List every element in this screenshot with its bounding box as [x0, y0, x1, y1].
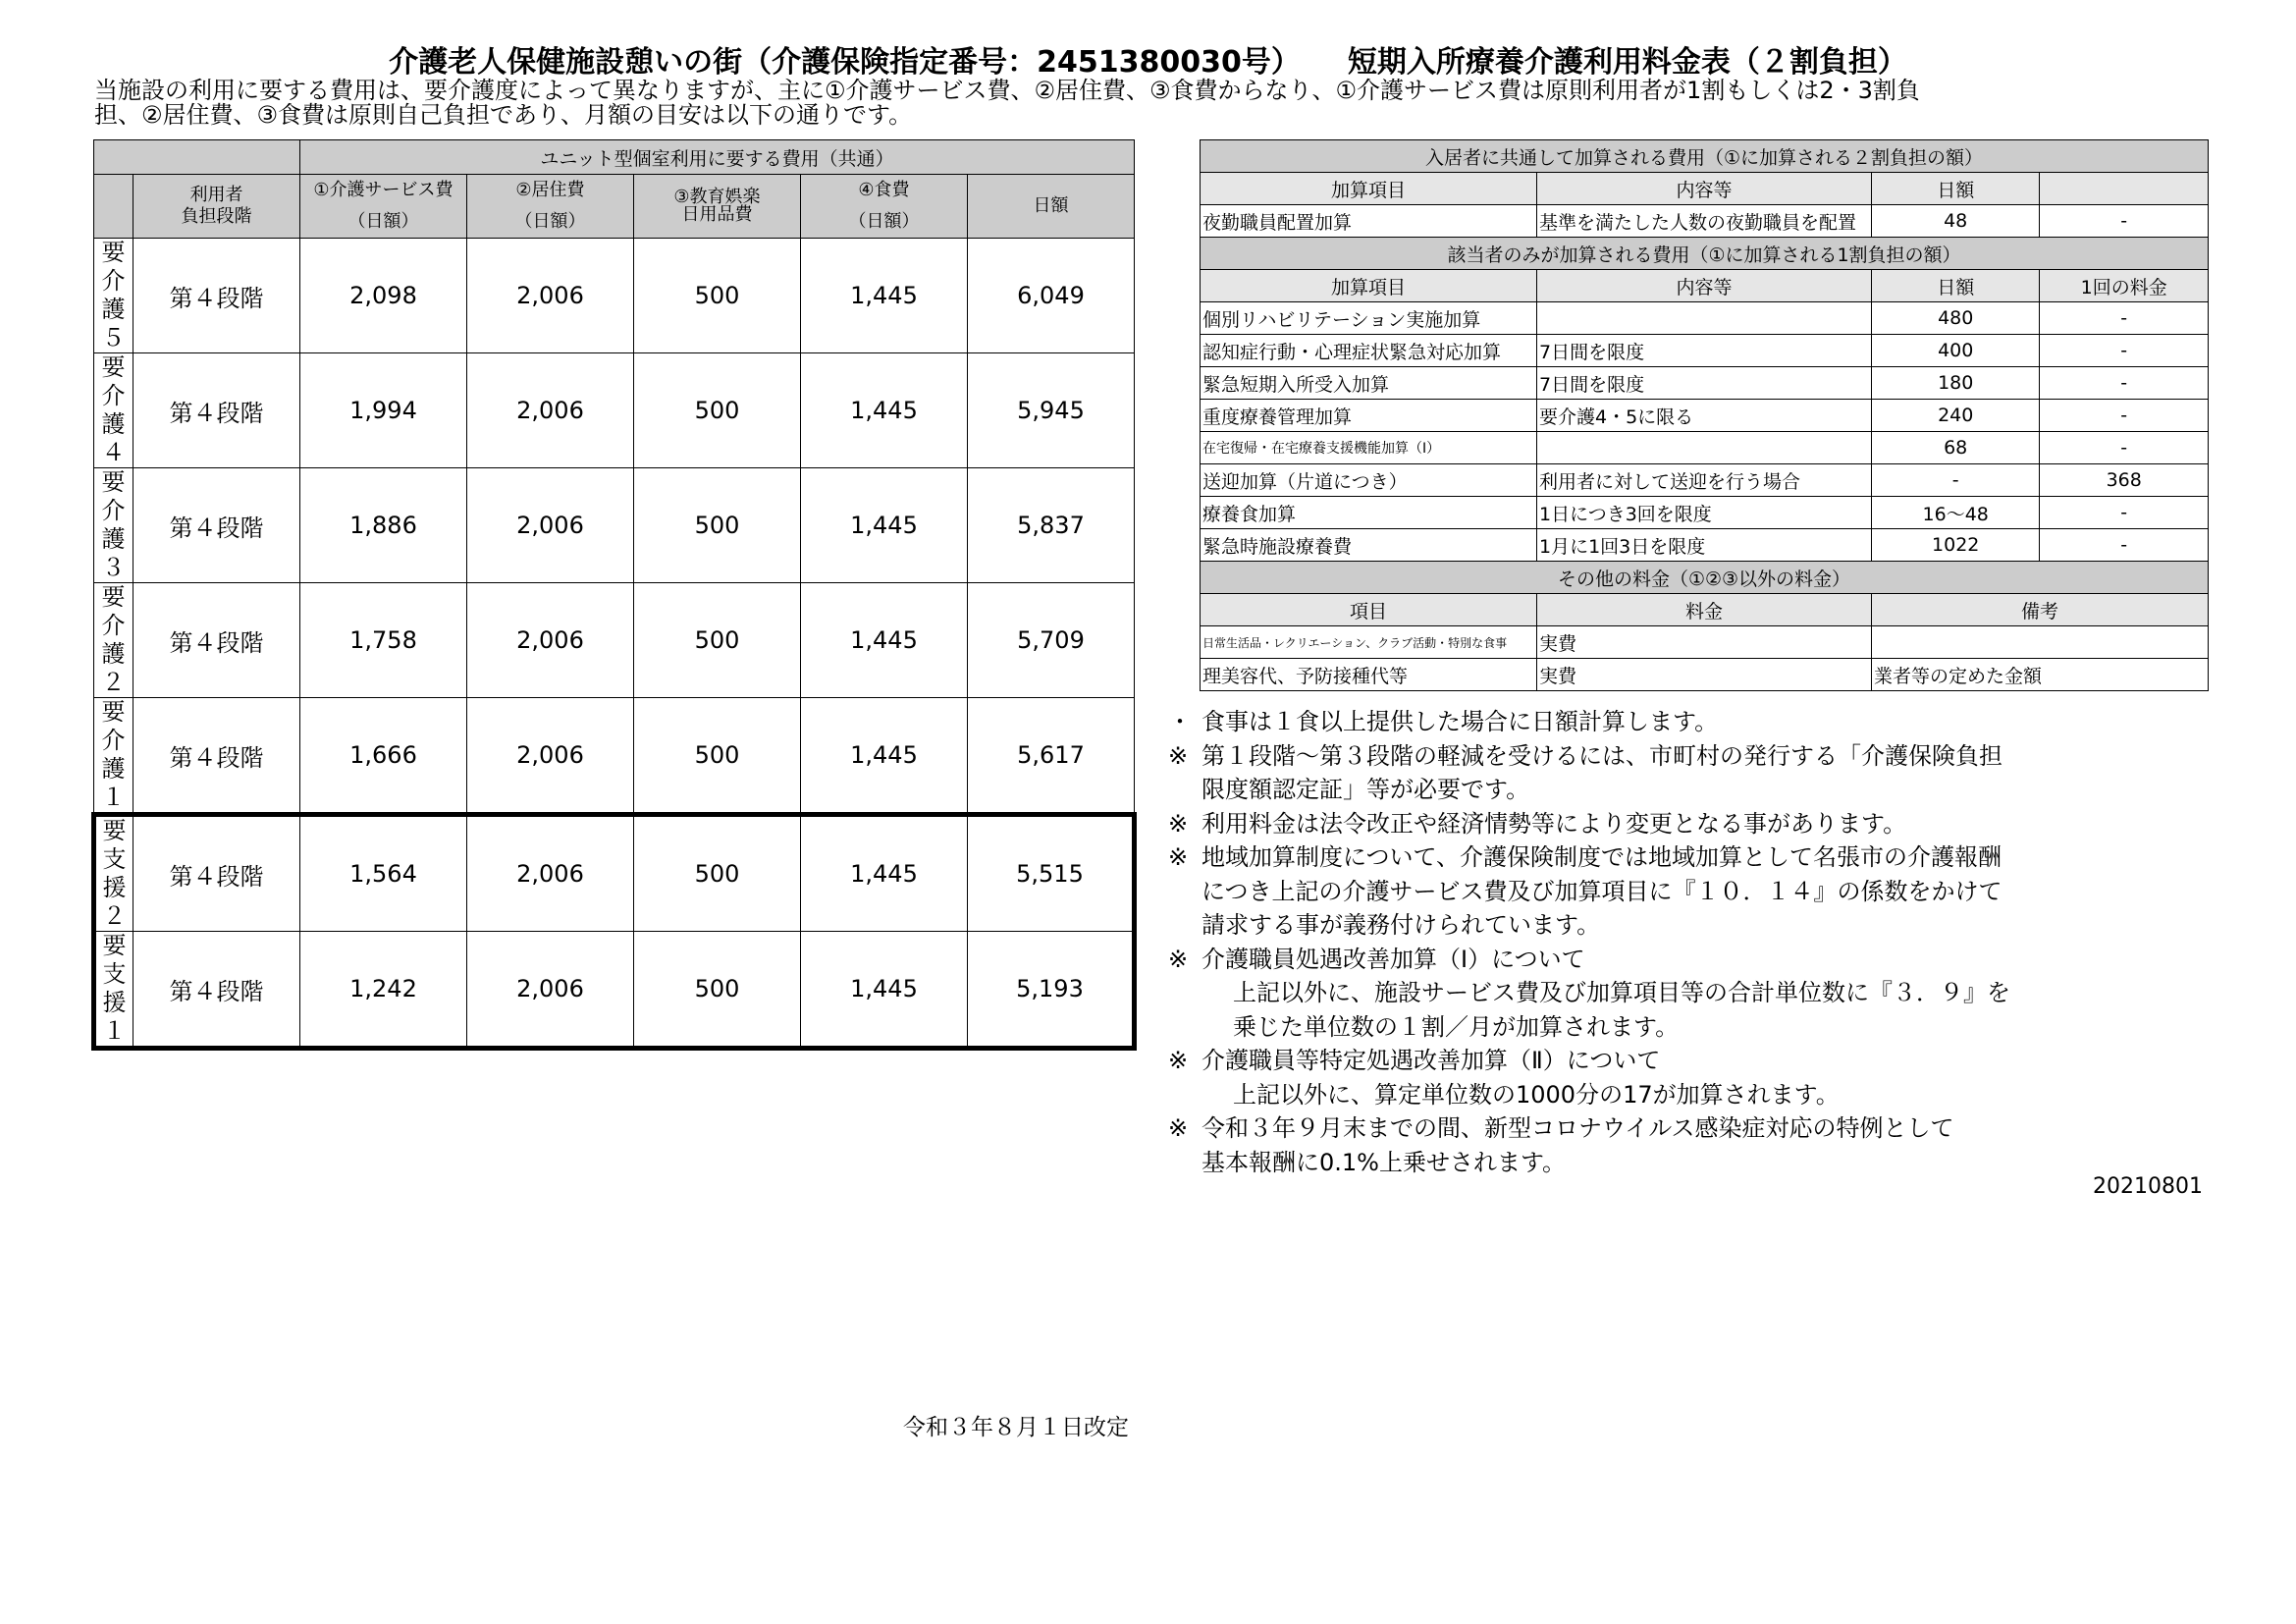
column-header-line: ③教育娯楽	[673, 187, 761, 207]
cell-service: 1,242	[300, 932, 467, 1049]
cell-item: 日常生活品・レクリエーション、クラブ活動・特別な食事	[1201, 626, 1537, 659]
table-row	[94, 932, 1135, 1049]
column-header: 加算項目	[1201, 173, 1537, 205]
column-header-line: （日額）	[514, 211, 586, 232]
column-header	[801, 175, 968, 239]
cell-service: 1,886	[300, 468, 467, 583]
column-header: 備考	[1871, 594, 2208, 626]
note-line	[1168, 1044, 2209, 1078]
table-row	[1201, 626, 2209, 659]
page-title	[0, 37, 2296, 81]
table-row	[94, 353, 1135, 468]
table-row	[1201, 432, 2209, 464]
cell-meal: 1,445	[801, 698, 968, 815]
column-header-row	[1201, 594, 2209, 626]
care-level-char: 援	[102, 874, 127, 901]
care-level-cell	[94, 815, 133, 932]
cell-daily-goods: 500	[634, 468, 801, 583]
cell-daily-total: 5,945	[968, 353, 1135, 468]
care-level-char: ２	[101, 669, 126, 696]
cell-service: 1,994	[300, 353, 467, 468]
cell-residence: 2,006	[467, 468, 634, 583]
document-code: 20210801	[2093, 1174, 2203, 1199]
column-header	[300, 175, 467, 239]
column-header: 1回の料金	[2040, 270, 2209, 302]
cell-daily-goods: 500	[634, 698, 801, 815]
care-level-char: 要	[102, 817, 127, 844]
care-level-char: 要	[102, 932, 127, 959]
cell-residence: 2,006	[467, 239, 634, 353]
column-header-line: （日額）	[347, 211, 419, 232]
blank-header	[94, 175, 133, 239]
column-header: 項目	[1201, 594, 1537, 626]
note-text: につき上記の介護サービス費及び加算項目に『１０．１４』の係数をかけて	[1201, 877, 2002, 905]
table-row	[94, 468, 1135, 583]
cell-item: 理美容代、予防接種代等	[1201, 659, 1537, 691]
cell-content: 1月に1回3日を限度	[1536, 529, 1871, 562]
cell-item: 重度療養管理加算	[1201, 400, 1537, 432]
cell-stage: 第４段階	[133, 583, 300, 698]
corner-cell	[94, 140, 300, 175]
reference-mark-icon: ※	[1168, 809, 1189, 838]
table-row	[94, 698, 1135, 815]
column-header	[467, 175, 634, 239]
care-level-char: ５	[101, 324, 126, 352]
cell-daily-goods: 500	[634, 932, 801, 1049]
reference-mark-icon: ※	[1168, 945, 1189, 973]
note-text: 上記以外に、算定単位数の1000分の17が加算されます。	[1233, 1080, 1840, 1109]
column-header: 日額	[1871, 270, 2039, 302]
note-text: 請求する事が義務付けられています。	[1201, 911, 1601, 939]
cell-daily-total: 5,617	[968, 698, 1135, 815]
note-line	[1168, 976, 2209, 1010]
note-text: 乗じた単位数の１割／月が加算されます。	[1233, 1012, 1680, 1041]
cell-daily: 1022	[1871, 529, 2039, 562]
note-line	[1168, 1111, 2209, 1146]
cell-meal: 1,445	[801, 353, 968, 468]
cell-per-time: -	[2040, 497, 2209, 529]
section-common	[1201, 140, 2209, 173]
notes-section	[1168, 705, 2209, 1179]
cell-per-time: -	[2040, 367, 2209, 400]
cell-per-time: -	[2040, 529, 2209, 562]
care-level-char: 援	[102, 989, 127, 1016]
cell-residence: 2,006	[467, 353, 634, 468]
table-row	[1201, 529, 2209, 562]
cell-service: 1,564	[300, 815, 467, 932]
table-row	[94, 815, 1135, 932]
table-row	[1201, 335, 2209, 367]
cell-residence: 2,006	[467, 932, 634, 1049]
cell-meal: 1,445	[801, 932, 968, 1049]
cell-per-time: -	[2040, 432, 2209, 464]
cell-per-time: 368	[2040, 464, 2209, 497]
revised-date: 令和３年８月１日改定	[903, 1415, 1129, 1440]
care-level-cell	[94, 239, 133, 353]
care-level-char: 要	[101, 583, 126, 611]
care-level-char: 要	[101, 239, 126, 266]
cell-daily-total: 5,837	[968, 468, 1135, 583]
column-header	[968, 175, 1135, 239]
column-header: 加算項目	[1201, 270, 1537, 302]
note-line	[1168, 773, 2209, 807]
cell-stage: 第４段階	[133, 815, 300, 932]
section-title: その他の料金（①②③以外の料金）	[1201, 562, 2209, 594]
cell-daily-goods: 500	[634, 239, 801, 353]
care-level-char: ３	[101, 554, 126, 581]
table-row	[1201, 302, 2209, 335]
note-line	[1168, 739, 2209, 774]
fee-table	[91, 139, 1137, 1051]
care-level-char: １	[102, 1017, 127, 1045]
cell-meal: 1,445	[801, 815, 968, 932]
reference-mark-icon: ※	[1168, 843, 1189, 871]
column-header-line: ①介護サービス費	[313, 180, 454, 200]
column-header-row	[1201, 173, 2209, 205]
cell-stage: 第４段階	[133, 698, 300, 815]
note-line	[1168, 705, 2209, 739]
cell-content: 利用者に対して送迎を行う場合	[1536, 464, 1871, 497]
column-header: 内容等	[1536, 173, 1871, 205]
care-level-char: １	[101, 784, 126, 811]
cell-fee: 実費	[1536, 626, 1871, 659]
cell-daily: -	[1871, 464, 2039, 497]
cell-content: 7日間を限度	[1536, 367, 1871, 400]
cell-daily: 180	[1871, 367, 2039, 400]
care-level-char: 要	[101, 353, 126, 381]
cell-meal: 1,445	[801, 583, 968, 698]
cell-stage: 第４段階	[133, 353, 300, 468]
table-row	[1201, 400, 2209, 432]
cell-fee: 実費	[1536, 659, 1871, 691]
cell-daily-total: 5,193	[968, 932, 1135, 1049]
column-header-line: 日額	[1033, 195, 1069, 216]
cell-daily-goods: 500	[634, 815, 801, 932]
cell-item: 在宅復帰・在宅療養支援機能加算（Ⅰ）	[1201, 432, 1537, 464]
cell-daily-goods: 500	[634, 353, 801, 468]
column-header-line: ④食費	[858, 180, 910, 200]
column-header: 料金	[1536, 594, 1871, 626]
cell-meal: 1,445	[801, 239, 968, 353]
note-line	[1168, 1010, 2209, 1045]
care-level-cell	[94, 468, 133, 583]
cell-content: 1日につき3回を限度	[1536, 497, 1871, 529]
cell-stage: 第４段階	[133, 239, 300, 353]
care-level-cell	[94, 353, 133, 468]
column-header-line: 利用者	[189, 185, 243, 205]
note-text: 基本報酬に0.1%上乗せされます。	[1201, 1148, 1567, 1176]
note-line	[1168, 1078, 2209, 1112]
column-header	[133, 175, 300, 239]
cell-stage: 第４段階	[133, 468, 300, 583]
note-text: 利用料金は法令改正や経済情勢等により変更となる事があります。	[1201, 809, 1907, 838]
table-row	[94, 239, 1135, 353]
care-level-char: 要	[101, 468, 126, 496]
cell-daily: 68	[1871, 432, 2039, 464]
cell-daily: 48	[1871, 205, 2039, 238]
note-line	[1168, 943, 2209, 977]
intro-line: 担、②居住費、③食費は原則自己負担であり、月額の目安は以下の通りです。	[94, 101, 913, 129]
cell-item: 認知症行動・心理症状緊急対応加算	[1201, 335, 1537, 367]
intro-text	[94, 79, 2205, 128]
intro-line: 当施設の利用に要する費用は、要介護度によって異なりますが、主に①介護サービス費、②居住費、③食費からなり、①介護サービス費は原則利用者が1割もしくは2・3割負	[94, 77, 1920, 104]
cell-daily: 400	[1871, 335, 2039, 367]
title-facility: 介護老人保健施設憩いの街（介護保険指定番号：2451380030号）	[389, 45, 1301, 80]
care-level-char: 護	[101, 525, 126, 553]
note-line	[1168, 908, 2209, 943]
cell-residence: 2,006	[467, 698, 634, 815]
cell-stage: 第４段階	[133, 932, 300, 1049]
column-header-line: （日額）	[848, 211, 920, 232]
cell-content: 基準を満たした人数の夜勤職員を配置	[1536, 205, 1871, 238]
additional-fees-table	[1200, 139, 2209, 691]
table-row	[1201, 464, 2209, 497]
note-text: 令和３年９月末までの間、新型コロナウイルス感染症対応の特例として	[1201, 1114, 1954, 1142]
care-level-cell	[94, 583, 133, 698]
cell-item: 療養食加算	[1201, 497, 1537, 529]
care-level-char: 護	[101, 640, 126, 668]
care-level-char: 介	[101, 497, 126, 524]
cell-daily-goods: 500	[634, 583, 801, 698]
cell-item: 送迎加算（片道につき）	[1201, 464, 1537, 497]
cell-content	[1536, 302, 1871, 335]
cell-service: 2,098	[300, 239, 467, 353]
care-level-char: 介	[101, 612, 126, 639]
cell-item: 緊急時施設療養費	[1201, 529, 1537, 562]
cell-per-time: -	[2040, 335, 2209, 367]
column-header: 内容等	[1536, 270, 1871, 302]
cell-item: 緊急短期入所受入加算	[1201, 367, 1537, 400]
cell-content: 7日間を限度	[1536, 335, 1871, 367]
cell-item: 夜勤職員配置加算	[1201, 205, 1537, 238]
cell-per-time: -	[2040, 205, 2209, 238]
cell-residence: 2,006	[467, 815, 634, 932]
reference-mark-icon: ※	[1168, 741, 1189, 770]
care-level-char: 介	[101, 267, 126, 295]
column-header	[634, 175, 801, 239]
note-text: 地域加算制度について、介護保険制度では地域加算として名張市の介護報酬	[1201, 843, 2002, 871]
note-line	[1168, 807, 2209, 841]
cell-item: 個別リハビリテーション実施加算	[1201, 302, 1537, 335]
cell-content	[1536, 432, 1871, 464]
title-document: 短期入所療養介護利用料金表（２割負担）	[1347, 45, 1907, 80]
table-row	[1201, 367, 2209, 400]
note-text: 介護職員等特定処遇改善加算（Ⅱ）について	[1201, 1047, 1661, 1074]
table-row	[1201, 205, 2209, 238]
cell-daily: 16～48	[1871, 497, 2039, 529]
column-header-line: ②居住費	[515, 180, 585, 200]
cell-remarks	[1871, 626, 2208, 659]
cell-daily-total: 5,709	[968, 583, 1135, 698]
cell-service: 1,758	[300, 583, 467, 698]
note-text: 食事は１食以上提供した場合に日額計算します。	[1201, 708, 1719, 735]
cell-daily: 480	[1871, 302, 2039, 335]
section-title: 該当者のみが加算される費用（①に加算される1割負担の額）	[1201, 238, 2209, 270]
note-text: 介護職員処遇改善加算（Ⅰ）について	[1201, 945, 1585, 973]
cell-residence: 2,006	[467, 583, 634, 698]
group-header: ユニット型個室利用に要する費用（共通）	[300, 140, 1135, 175]
reference-mark-icon: ※	[1168, 1047, 1189, 1074]
note-text: 限度額認定証」等が必要です。	[1201, 776, 1530, 803]
note-line	[1168, 840, 2209, 875]
cell-per-time: -	[2040, 400, 2209, 432]
care-level-char: 護	[101, 296, 126, 323]
reference-mark-icon: ※	[1168, 1114, 1189, 1142]
column-header-line: 日用品費	[681, 204, 753, 225]
care-level-char: 護	[101, 410, 126, 438]
care-level-char: 護	[101, 755, 126, 783]
care-level-char: ２	[102, 902, 127, 930]
note-line	[1168, 875, 2209, 909]
note-text: 第１段階～第３段階の軽減を受けるには、市町村の発行する「介護保険負担	[1201, 741, 2002, 770]
table-row	[1201, 497, 2209, 529]
cell-daily-total: 5,515	[968, 815, 1135, 932]
table-row	[1201, 659, 2209, 691]
care-level-char: 介	[101, 382, 126, 409]
section-other	[1201, 562, 2209, 594]
care-level-char: ４	[101, 439, 126, 466]
column-header: 日額	[1871, 173, 2039, 205]
bullet-icon: ・	[1168, 708, 1192, 735]
note-text: 上記以外に、施設サービス費及び加算項目等の合計単位数に『３．９』を	[1233, 979, 2010, 1006]
column-header-line: 負担段階	[181, 206, 252, 227]
care-level-char: 支	[102, 845, 127, 873]
care-level-char: 支	[102, 960, 127, 988]
table-row	[94, 583, 1135, 698]
cell-daily-total: 6,049	[968, 239, 1135, 353]
column-header	[2040, 173, 2209, 205]
care-level-cell	[94, 698, 133, 815]
section-applicable	[1201, 238, 2209, 270]
cell-content: 要介護4・5に限る	[1536, 400, 1871, 432]
care-level-char: 介	[101, 727, 126, 754]
care-level-char: 要	[101, 698, 126, 726]
column-header-row	[1201, 270, 2209, 302]
cell-service: 1,666	[300, 698, 467, 815]
care-level-cell	[94, 932, 133, 1049]
cell-remarks: 業者等の定めた金額	[1871, 659, 2208, 691]
cell-meal: 1,445	[801, 468, 968, 583]
cell-daily: 240	[1871, 400, 2039, 432]
cell-per-time: -	[2040, 302, 2209, 335]
section-title: 入居者に共通して加算される費用（①に加算される２割負担の額）	[1201, 140, 2209, 173]
